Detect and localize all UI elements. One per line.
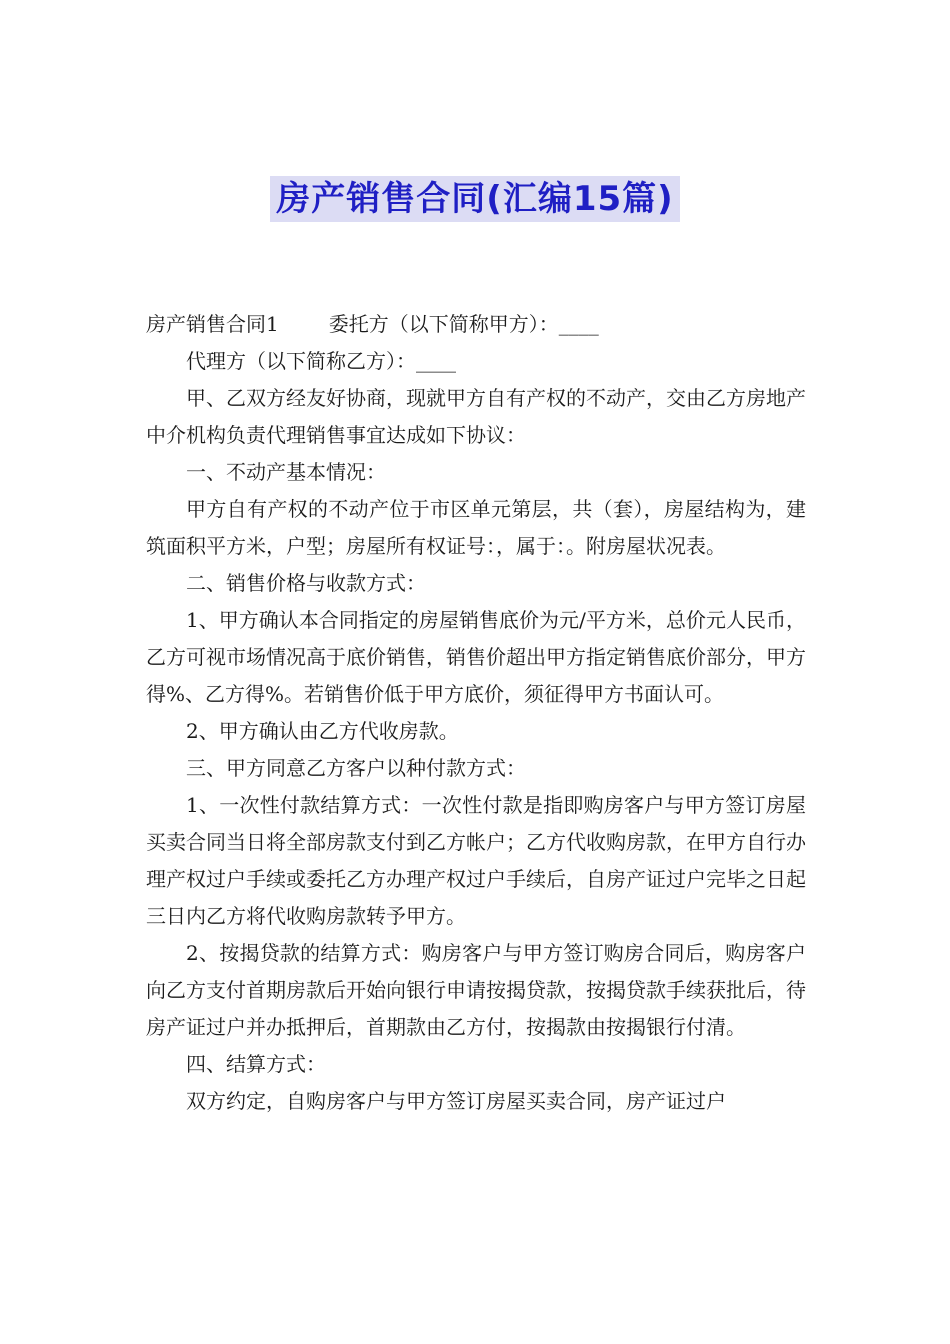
- section-heading-4: 四、结算方式：: [186, 1052, 326, 1076]
- agent-party-line: 代理方（以下简称乙方）：____: [186, 349, 456, 373]
- section-heading-2: 二、销售价格与收款方式：: [186, 571, 426, 595]
- client-party-line: 委托方（以下简称甲方）：____: [328, 312, 599, 336]
- contract-number-label: 房产销售合同1: [146, 312, 279, 336]
- settlement-paragraph: 双方约定，自购房客户与甲方签订房屋买卖合同，房产证过户: [186, 1089, 726, 1113]
- section-heading-3: 三、甲方同意乙方客户以种付款方式：: [186, 756, 526, 780]
- first-line: [146, 306, 806, 343]
- intro-paragraph: 甲、乙双方经友好协商，现就甲方自有产权的不动产，交由乙方房地产中介机构负责代理销售事宜达成如下协议：: [146, 386, 806, 447]
- payment-clause-1: 1、一次性付款结算方式：一次性付款是指即购房客户与甲方签订房屋买卖合同当日将全部房款支付到乙方帐户；乙方代收购房款，在甲方自行办理产权过户手续或委托乙方办理产权过户手续后，自房产证过户完毕之日起三日内乙方将代收购房款转予甲方。: [146, 793, 806, 928]
- property-info-paragraph: 甲方自有产权的不动产位于市区单元第层，共（套），房屋结构为，建筑面积平方米，户型；房屋所有权证号：，属于：。附房屋状况表。: [146, 497, 806, 558]
- document-body: [146, 306, 806, 1120]
- price-clause-1: 1、甲方确认本合同指定的房屋销售底价为元/平方米，总价元人民币，乙方可视市场情况高于底价销售，销售价超出甲方指定销售底价部分，甲方得%、乙方得%。若销售价低于甲方底价，须征得甲方书面认可。: [146, 608, 806, 706]
- price-clause-2: 2、甲方确认由乙方代收房款。: [186, 719, 459, 743]
- section-heading-1: 一、不动产基本情况：: [186, 460, 386, 484]
- document-title: 房产销售合同(汇编15篇): [270, 176, 679, 222]
- title-container: [0, 176, 950, 222]
- payment-clause-2: 2、按揭贷款的结算方式：购房客户与甲方签订购房合同后，购房客户向乙方支付首期房款后开始向银行申请按揭贷款，按揭贷款手续获批后，待房产证过户并办抵押后，首期款由乙方付，按揭款由按揭银行付清。: [146, 941, 806, 1039]
